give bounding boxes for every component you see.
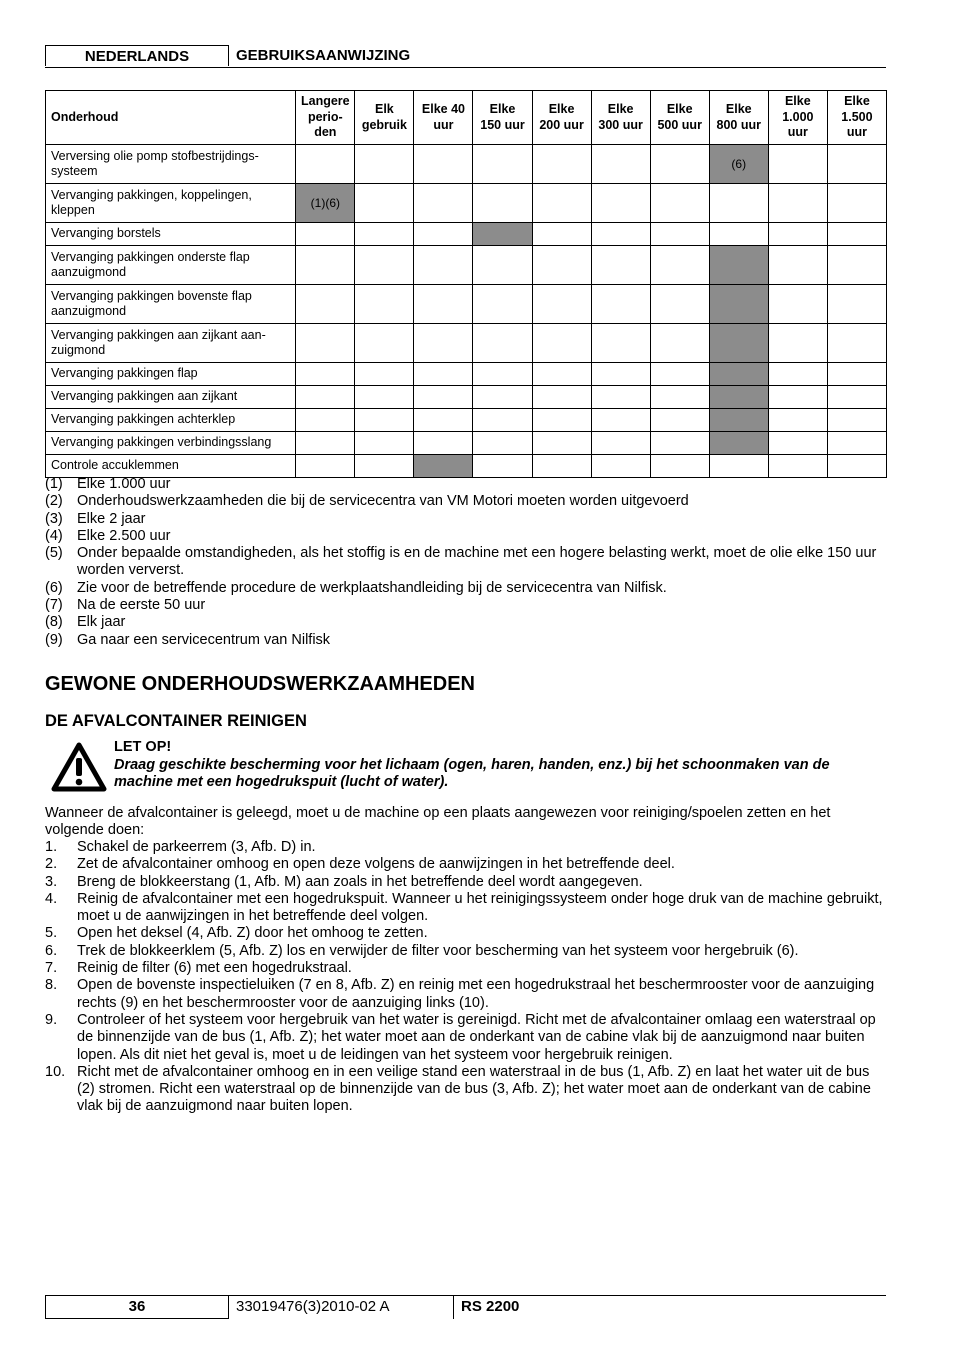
footnote-number: (5) — [45, 545, 63, 562]
interval-cell — [827, 409, 886, 432]
footnote-number: (1) — [45, 476, 63, 492]
step-number: 9. — [45, 1011, 58, 1028]
footnote — [45, 545, 890, 580]
interval-cell — [650, 363, 709, 386]
interval-cell — [827, 246, 886, 285]
interval-cell — [532, 386, 591, 409]
interval-cell — [591, 324, 650, 363]
column-header: Elke 1.500 uur — [827, 91, 886, 145]
footnote-text: Ga naar een servicecentrum van Nilfisk — [77, 631, 331, 648]
interval-cell — [827, 432, 886, 455]
interval-cell — [414, 145, 473, 184]
interval-cell — [296, 386, 355, 409]
interval-cell — [768, 246, 827, 285]
list-item — [45, 1012, 890, 1064]
footnotes — [45, 476, 890, 649]
interval-cell — [591, 455, 650, 478]
footnote — [45, 511, 890, 528]
step-number: 10. — [45, 1063, 66, 1080]
footnote-text: Onder bepaalde omstandigheden, als het stoffig is en de machine met een hogere belasting werkt, moet de olie elke 150 uur worden ververst. — [77, 545, 877, 579]
list-item — [45, 891, 890, 926]
task-name: Vervanging pakkingen onderste flap aanzuigmond — [46, 246, 296, 285]
task-name: Vervanging pakkingen aan zijkant aan-zuigmond — [46, 324, 296, 363]
interval-cell — [650, 285, 709, 324]
table-row — [46, 432, 887, 455]
interval-cell — [827, 386, 886, 409]
list-item — [45, 856, 890, 873]
interval-cell — [355, 409, 414, 432]
step-text: Schakel de parkeerrem (3, Afb. D) in. — [77, 839, 316, 855]
column-header: Langere perio- den — [296, 91, 355, 145]
interval-cell — [355, 363, 414, 386]
interval-cell — [827, 324, 886, 363]
interval-cell — [768, 432, 827, 455]
table-row — [46, 363, 887, 386]
interval-cell — [650, 455, 709, 478]
maintenance-table — [45, 90, 887, 478]
footnote-number: (2) — [45, 493, 63, 510]
interval-cell — [827, 285, 886, 324]
interval-cell — [650, 386, 709, 409]
interval-cell — [355, 145, 414, 184]
interval-cell-marked — [709, 432, 768, 455]
interval-cell — [532, 409, 591, 432]
interval-cell — [827, 184, 886, 223]
interval-cell — [709, 184, 768, 223]
interval-cell-marked — [709, 363, 768, 386]
interval-cell — [296, 223, 355, 246]
interval-cell-marked — [709, 246, 768, 285]
footnote-text: Elke 1.000 uur — [77, 476, 171, 492]
footnote-text: Elke 2.500 uur — [77, 527, 171, 544]
footnote-text: Elke 2 jaar — [77, 510, 146, 527]
interval-cell — [473, 409, 532, 432]
interval-cell — [414, 223, 473, 246]
interval-cell — [414, 432, 473, 455]
task-name: Vervanging pakkingen bovenste flap aanzuigmond — [46, 285, 296, 324]
interval-cell-marked — [414, 455, 473, 478]
interval-cell — [355, 246, 414, 285]
interval-cell — [355, 285, 414, 324]
interval-cell — [591, 246, 650, 285]
footnote-text: Onderhoudswerkzaamheden die bij de servicecentra van VM Motori moeten worden uitgevoerd — [77, 493, 689, 510]
interval-cell — [355, 184, 414, 223]
task-name: Vervanging borstels — [46, 223, 296, 246]
interval-cell — [768, 285, 827, 324]
step-number: 5. — [45, 925, 58, 942]
language-label: NEDERLANDS — [45, 45, 229, 66]
interval-cell-marked — [709, 386, 768, 409]
list-item — [45, 839, 890, 856]
step-text: Breng de blokkeerstang (1, Afb. M) aan zoals in het betreffende deel wordt aangegeven. — [77, 873, 643, 890]
interval-cell — [532, 324, 591, 363]
interval-cell — [650, 409, 709, 432]
interval-cell — [709, 223, 768, 246]
interval-cell — [591, 409, 650, 432]
interval-cell — [532, 223, 591, 246]
footnote-number: (6) — [45, 579, 63, 596]
step-text: Richt met de afvalcontainer omhoog en in een veilige stand een waterstraal in de bus (1, Afb. Z) en laat het water uit de bus (2) stromen. Richt een waterstraal op de binnenzijde van de bus (3, Afb. Z); het water moet aan de onderkant van de cabine vlak bij de aanzuigmond naar buiten lopen. — [77, 1063, 871, 1115]
interval-cell — [473, 324, 532, 363]
interval-cell-marked — [473, 223, 532, 246]
step-text: Zet de afvalcontainer omhoog en open deze volgens de aanwijzingen in het betreffende deel. — [77, 856, 675, 873]
interval-cell — [532, 285, 591, 324]
table-row — [46, 324, 887, 363]
interval-cell — [650, 246, 709, 285]
footnote-number: (3) — [45, 510, 63, 527]
interval-cell — [650, 324, 709, 363]
table-row — [46, 455, 887, 478]
interval-cell — [473, 386, 532, 409]
footnote — [45, 580, 890, 597]
interval-cell — [414, 386, 473, 409]
interval-cell — [296, 409, 355, 432]
interval-cell — [296, 246, 355, 285]
interval-cell — [827, 455, 886, 478]
interval-cell — [473, 246, 532, 285]
interval-cell — [768, 184, 827, 223]
interval-cell — [591, 223, 650, 246]
interval-cell — [650, 184, 709, 223]
table-row — [46, 184, 887, 223]
interval-cell — [532, 363, 591, 386]
interval-cell — [296, 145, 355, 184]
footnote — [45, 493, 890, 510]
interval-cell — [591, 386, 650, 409]
page-footer — [45, 1295, 886, 1320]
interval-cell — [355, 386, 414, 409]
interval-cell — [355, 223, 414, 246]
warning-box — [114, 739, 874, 792]
footnote-number: (8) — [45, 614, 63, 631]
column-header: Elke 150 uur — [473, 91, 532, 145]
footnote — [45, 614, 890, 631]
step-text: Reinig de afvalcontainer met een hogedrukspuit. Wanneer u het reinigingssysteem onder hoge druk van de machine gebruikt, moet u de aanwijzingen in het betreffende deel volgen. — [77, 890, 883, 925]
step-text: Reinig de filter (6) met een hogedrukstraal. — [77, 960, 352, 977]
list-item — [45, 943, 890, 960]
warning-triangle-icon — [51, 742, 107, 792]
column-header: Elk gebruik — [355, 91, 414, 145]
page-header — [45, 45, 886, 68]
table-row — [46, 409, 887, 432]
column-header: Elke 200 uur — [532, 91, 591, 145]
step-number: 2. — [45, 856, 58, 873]
table-row — [46, 145, 887, 184]
interval-cell — [768, 386, 827, 409]
footnote-number: (4) — [45, 527, 63, 544]
interval-cell — [827, 363, 886, 386]
step-number: 6. — [45, 942, 58, 959]
document-title: GEBRUIKSAANWIJZING — [236, 47, 411, 64]
interval-cell — [591, 184, 650, 223]
footnote-number: (9) — [45, 631, 63, 648]
section-title: GEWONE ONDERHOUDSWERKZAAMHEDEN — [45, 673, 475, 695]
interval-cell — [532, 455, 591, 478]
interval-cell — [768, 223, 827, 246]
column-header: Elke 500 uur — [650, 91, 709, 145]
step-number: 8. — [45, 977, 58, 994]
interval-cell — [473, 455, 532, 478]
list-item — [45, 874, 890, 891]
step-number: 7. — [45, 960, 58, 977]
footnote — [45, 528, 890, 545]
task-name: Vervanging pakkingen flap — [46, 363, 296, 386]
footnote — [45, 597, 890, 614]
footnote — [45, 632, 890, 649]
list-item — [45, 925, 890, 942]
interval-cell — [414, 285, 473, 324]
table-header-row — [46, 91, 887, 145]
interval-cell — [355, 432, 414, 455]
interval-cell — [355, 455, 414, 478]
interval-cell-marked — [709, 285, 768, 324]
interval-cell — [591, 145, 650, 184]
task-name: Vervanging pakkingen achterklep — [46, 409, 296, 432]
interval-cell — [827, 223, 886, 246]
interval-cell — [414, 409, 473, 432]
interval-cell — [532, 184, 591, 223]
table-row — [46, 386, 887, 409]
column-header: Elke 800 uur — [709, 91, 768, 145]
interval-cell — [768, 409, 827, 432]
task-name: Verversing olie pomp stofbestrijdings-systeem — [46, 145, 296, 184]
intro-paragraph: Wanneer de afvalcontainer is geleegd, moet u de machine op een plaats aangewezen voor reiniging/spoelen zetten en het volgende doen: — [45, 805, 831, 839]
interval-cell — [591, 285, 650, 324]
interval-cell — [473, 285, 532, 324]
task-name: Vervanging pakkingen aan zijkant — [46, 386, 296, 409]
list-item — [45, 977, 890, 1012]
interval-cell — [355, 324, 414, 363]
table-row — [46, 223, 887, 246]
table-row — [46, 246, 887, 285]
page-number: 36 — [45, 1296, 229, 1319]
interval-cell — [827, 145, 886, 184]
steps-list — [45, 839, 890, 1116]
column-header: Elke 40 uur — [414, 91, 473, 145]
footnote-text: Na de eerste 50 uur — [77, 597, 206, 614]
interval-cell — [532, 145, 591, 184]
interval-cell — [296, 285, 355, 324]
column-header: Elke 300 uur — [591, 91, 650, 145]
interval-cell — [650, 432, 709, 455]
interval-cell — [296, 432, 355, 455]
step-text: Open de bovenste inspectieluiken (7 en 8, Afb. Z) en reinig met een hogedrukstraal het beschermrooster voor de aanzuiging rechts (9) en het beschermrooster voor de aanzuiging links (10). — [77, 977, 875, 1011]
interval-cell — [296, 363, 355, 386]
step-number: 4. — [45, 890, 58, 907]
list-item — [45, 1064, 890, 1116]
interval-cell-marked: (1)(6) — [296, 184, 355, 223]
interval-cell — [414, 324, 473, 363]
warning-text: Draag geschikte bescherming voor het lichaam (ogen, haren, handen, enz.) bij het schoonmaken van de machine met een hogedrukspuit (lucht of water). — [114, 756, 830, 790]
subsection-title: DE AFVALCONTAINER REINIGEN — [45, 712, 307, 730]
interval-cell — [591, 432, 650, 455]
model-name: RS 2200 — [461, 1298, 520, 1315]
interval-cell — [768, 324, 827, 363]
interval-cell — [414, 246, 473, 285]
footnote-text: Zie voor de betreffende procedure de werkplaatshandleiding bij de servicecentra van Nilfisk. — [77, 579, 667, 596]
interval-cell — [414, 184, 473, 223]
interval-cell — [768, 455, 827, 478]
interval-cell — [296, 455, 355, 478]
interval-cell — [532, 432, 591, 455]
interval-cell — [473, 363, 532, 386]
interval-cell — [768, 363, 827, 386]
interval-cell — [709, 455, 768, 478]
footnote-text: Elk jaar — [77, 614, 126, 631]
footnote-number: (7) — [45, 597, 63, 614]
interval-cell — [414, 363, 473, 386]
warning-title: LET OP! — [114, 739, 172, 755]
interval-cell — [473, 145, 532, 184]
interval-cell-marked — [709, 409, 768, 432]
task-name: Vervanging pakkingen, koppelingen, kleppen — [46, 184, 296, 223]
step-text: Trek de blokkeerklem (5, Afb. Z) los en verwijder de filter voor bescherming van het systeem voor hergebruik (6). — [77, 942, 799, 959]
list-item — [45, 960, 890, 977]
column-header: Elke 1.000 uur — [768, 91, 827, 145]
task-name: Controle accuklemmen — [46, 455, 296, 478]
interval-cell — [473, 184, 532, 223]
interval-cell — [532, 246, 591, 285]
document-code: 33019476(3)2010-02 A — [236, 1298, 390, 1315]
interval-cell — [296, 324, 355, 363]
column-header: Onderhoud — [46, 91, 296, 145]
task-name: Vervanging pakkingen verbindingsslang — [46, 432, 296, 455]
footer-divider — [453, 1296, 454, 1319]
interval-cell — [650, 145, 709, 184]
interval-cell — [768, 145, 827, 184]
step-number: 3. — [45, 873, 58, 890]
step-number: 1. — [45, 839, 58, 855]
footnote — [45, 476, 890, 493]
interval-cell — [591, 363, 650, 386]
interval-cell-marked: (6) — [709, 145, 768, 184]
table-row — [46, 285, 887, 324]
interval-cell — [473, 432, 532, 455]
step-text: Open het deksel (4, Afb. Z) door het omhoog te zetten. — [77, 925, 428, 942]
interval-cell — [650, 223, 709, 246]
step-text: Controleer of het systeem voor hergebruik van het water is gereinigd. Richt met de afvalcontainer omlaag een waterstraal op de binnenzijde van de bus (1, Afb. Z); het water moet aan de onderkant van de cabine vlak bij de aanzuigmond naar buiten lopen. Als dit niet het geval is, moet u de leidingen van het systeem voor hergebruik reinigen. — [77, 1011, 876, 1063]
interval-cell-marked — [709, 324, 768, 363]
